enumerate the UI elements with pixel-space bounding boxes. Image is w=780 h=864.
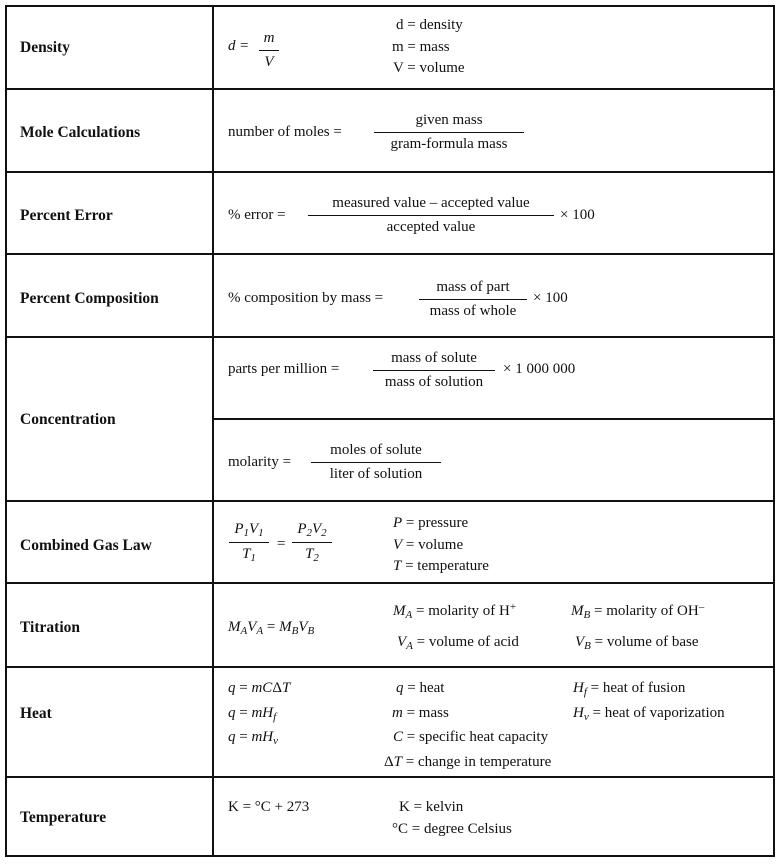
gas-law-p2v2: $P_2V_2$ <box>292 521 332 543</box>
row-concentration <box>7 336 773 502</box>
density-lhs: d <box>228 38 236 54</box>
row-label-gas-law: Combined Gas Law <box>20 537 152 554</box>
titration-def-ma: $M_A$ = molarity of H+ <box>393 601 517 621</box>
concentration-divider <box>212 418 773 420</box>
gas-law-right-fraction <box>292 521 332 564</box>
gas-law-t2: $T_2$ <box>305 546 319 564</box>
ppm-lhs: parts per million = <box>228 361 340 377</box>
gas-law-left-fraction <box>229 521 269 564</box>
gas-def-v: V = volume <box>393 537 464 553</box>
percent-comp-fraction <box>419 279 527 320</box>
row-label-mole: Mole Calculations <box>20 124 141 141</box>
density-denominator: V <box>264 54 274 70</box>
percent-comp-denominator: mass of whole <box>429 303 517 319</box>
heat-eq-2: $q = mH_f$ <box>228 705 277 723</box>
heat-def-hv: $H_v$ = heat of vaporization <box>573 705 725 723</box>
titration-def-mb: $M_B$ = molarity of OH– <box>571 601 705 621</box>
row-combined-gas-law <box>7 500 773 584</box>
molarity-fraction <box>311 442 441 483</box>
ppm-multiplier: × 1 000 000 <box>503 361 576 377</box>
row-label-density: Density <box>20 39 70 56</box>
molarity-denominator: liter of solution <box>329 466 423 482</box>
mole-lhs: number of moles = <box>228 124 342 140</box>
row-percent-error <box>7 171 773 255</box>
percent-error-denominator: accepted value <box>386 219 476 235</box>
mole-numerator: given mass <box>374 112 524 133</box>
temperature-def-c: °C = degree Celsius <box>392 821 512 837</box>
percent-error-multiplier: × 100 <box>560 207 595 223</box>
density-def-v: V = volume <box>393 60 465 76</box>
row-label-temperature: Temperature <box>20 809 107 826</box>
row-temperature <box>7 776 773 857</box>
equals-sign: = <box>277 536 286 552</box>
row-label-percent-error: Percent Error <box>20 207 113 224</box>
percent-error-numerator: measured value – accepted value <box>308 195 554 216</box>
row-heat <box>7 666 773 778</box>
density-numerator: m <box>259 30 279 51</box>
ppm-numerator: mass of solute <box>373 350 495 371</box>
row-label-concentration: Concentration <box>20 411 116 428</box>
heat-def-q: q = heat <box>396 680 445 696</box>
row-label-heat: Heat <box>20 705 52 722</box>
density-def-d: d = density <box>396 17 463 33</box>
molarity-lhs: molarity = <box>228 454 292 470</box>
temperature-equation: K = °C + 273 <box>228 799 310 815</box>
mole-denominator: gram-formula mass <box>390 136 508 152</box>
heat-eq-1: q = mCΔT <box>228 680 291 696</box>
percent-error-fraction <box>308 195 554 236</box>
mole-fraction <box>374 112 524 153</box>
heat-def-dt: ΔT = change in temperature <box>384 754 552 770</box>
percent-comp-lhs: % composition by mass = <box>228 290 384 306</box>
equals-sign: = <box>240 38 249 54</box>
row-percent-composition <box>7 253 773 338</box>
gas-law-p1v1: $P_1V_1$ <box>229 521 269 543</box>
heat-def-c: C = specific heat capacity <box>393 729 549 745</box>
ppm-denominator: mass of solution <box>384 374 484 390</box>
reference-table <box>5 5 775 857</box>
row-mole-calculations <box>7 88 773 173</box>
molarity-numerator: moles of solute <box>311 442 441 463</box>
heat-eq-3: $q = mH_v$ <box>228 729 279 747</box>
heat-def-m: m = mass <box>392 705 449 721</box>
heat-def-hf: $H_f$ = heat of fusion <box>573 680 686 698</box>
ppm-fraction <box>373 350 495 391</box>
percent-comp-numerator: mass of part <box>419 279 527 300</box>
gas-def-p: P = pressure <box>393 515 469 531</box>
percent-comp-multiplier: × 100 <box>533 290 568 306</box>
gas-law-t1: $T_1$ <box>242 546 256 564</box>
row-density <box>7 7 773 88</box>
percent-error-lhs: % error = <box>228 207 286 223</box>
density-def-m: m = mass <box>392 39 450 55</box>
temperature-def-k: K = kelvin <box>399 799 464 815</box>
titration-def-va: $V_A$ = volume of acid <box>397 634 519 652</box>
density-fraction <box>259 30 279 71</box>
row-label-titration: Titration <box>20 619 80 636</box>
titration-equation: $M_AV_A = M_BV_B$ <box>228 619 315 637</box>
row-titration <box>7 582 773 668</box>
titration-def-vb: $V_B$ = volume of base <box>575 634 699 652</box>
row-label-percent-composition: Percent Composition <box>20 290 159 307</box>
gas-def-t: T = temperature <box>393 558 489 574</box>
